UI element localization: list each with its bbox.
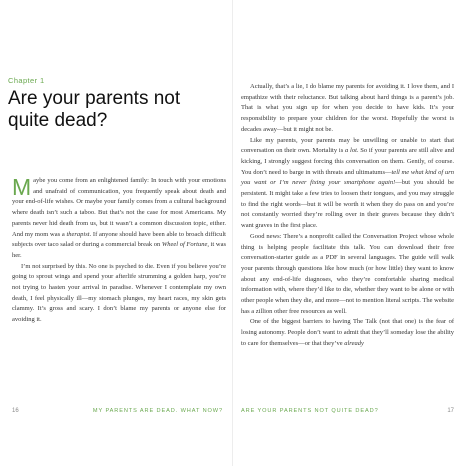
text-run: —but you should be persistent. It might take a few tries to loosen their tongues, and you may struggle to find the right words—but it will be worth it when they do pass on and you’re not constantly worried they’re rolling over in their graves because they didn’t want graves in the first place. — [241, 179, 454, 230]
italic-text: therapist — [66, 230, 90, 238]
text-run: I’m not surprised by this. No one is psyched to die. Even if you believe you’re going to sprout wings and spend your afterlife strumming a golden harp, you’re not trying to hasten your arrival in paradise. Whenever I contemplate my own death, I feel physically ill—my stomach plunges, my heart races, my skin gets clammy. It’s gross and scary. I don’t blame my parents or anyone else for avoiding it. — [12, 262, 226, 324]
text-run: Like my parents, your parents may be unwilling or unable to start that conversation on their own. Mortality is — [241, 136, 454, 155]
page-number-right: 17 — [447, 408, 454, 414]
text-run: , it was her. — [12, 241, 226, 259]
paragraph — [12, 176, 226, 262]
paragraph — [241, 317, 454, 349]
italic-text: Wheel of Fortune — [161, 241, 208, 249]
text-run: . If anyone should have been able to broach difficult subjects over taco salad or during a commercial break on — [12, 230, 226, 249]
italic-text: a lot — [345, 147, 357, 155]
running-head-left: MY PARENTS ARE DEAD. WHAT NOW? — [92, 408, 223, 414]
page-number-left: 16 — [12, 408, 19, 414]
text-run: . So if your parents are still alive and kicking, I strongly suggest forcing this conversation on them. Gently, of course. You don’t need to barge in with threats and ultimatums— — [241, 147, 454, 176]
text-run: Good news: There’s a nonprofit called the Conversation Project whose whole thing is helping people facilitate this talk. You can download their free conversation-starter guide as a PDF in several languages. The guide will walk your parents through questions like how much (or how little) they want to know about any end-of-life diagnoses, who they’re comfortable sharing medical information with, where they’d like to die, whether they want to be alone or with other people when they die, and more—not to mention literal scripts. The website has a zillion other free resources as well. — [241, 232, 454, 315]
paragraph — [241, 232, 454, 318]
chapter-label: Chapter 1 — [8, 76, 45, 85]
paragraph — [12, 262, 226, 326]
text-run: aybe you come from an enlightened family: In touch with your emotions and unafraid of communication, you frequently speak about death and your end-of-life wishes. Or maybe your family comes from a cultural background where death isn’t such a taboo. But that’s not the case for most Americans. My parents never hid death from us, but it wasn’t a common discussion topic, either. And my mom was a — [12, 177, 226, 238]
italic-text: tell me what kind of urn you want or I’m never fixing your smartphone again! — [241, 168, 454, 187]
right-body-text — [241, 82, 454, 350]
right-page — [233, 0, 466, 466]
chapter-title: Are your parents not quite dead? — [8, 88, 181, 131]
drop-cap: M — [12, 174, 32, 200]
paragraph — [241, 82, 454, 136]
paragraph — [241, 136, 454, 232]
text-run: Actually, that’s a lie, I do blame my parents for avoiding it. I love them, and I empathize with their reluctance. But talking about hard things is a parent’s job. That is what you sign up for when you decide to have kids. It’s your responsibility to prepare your children for the worst. Hopefully the worst is decades away—but it might not be. — [241, 83, 454, 133]
running-head-right: ARE YOUR PARENTS NOT QUITE DEAD? — [241, 408, 379, 414]
italic-text: already — [344, 339, 364, 347]
text-run: One of the biggest barriers to having The Talk (not that one) is the fear of losing autonomy. People don’t want to admit that they’ll someday lose the ability to care for themselves—or that they’ve — [241, 318, 454, 347]
left-body-text — [12, 176, 226, 326]
